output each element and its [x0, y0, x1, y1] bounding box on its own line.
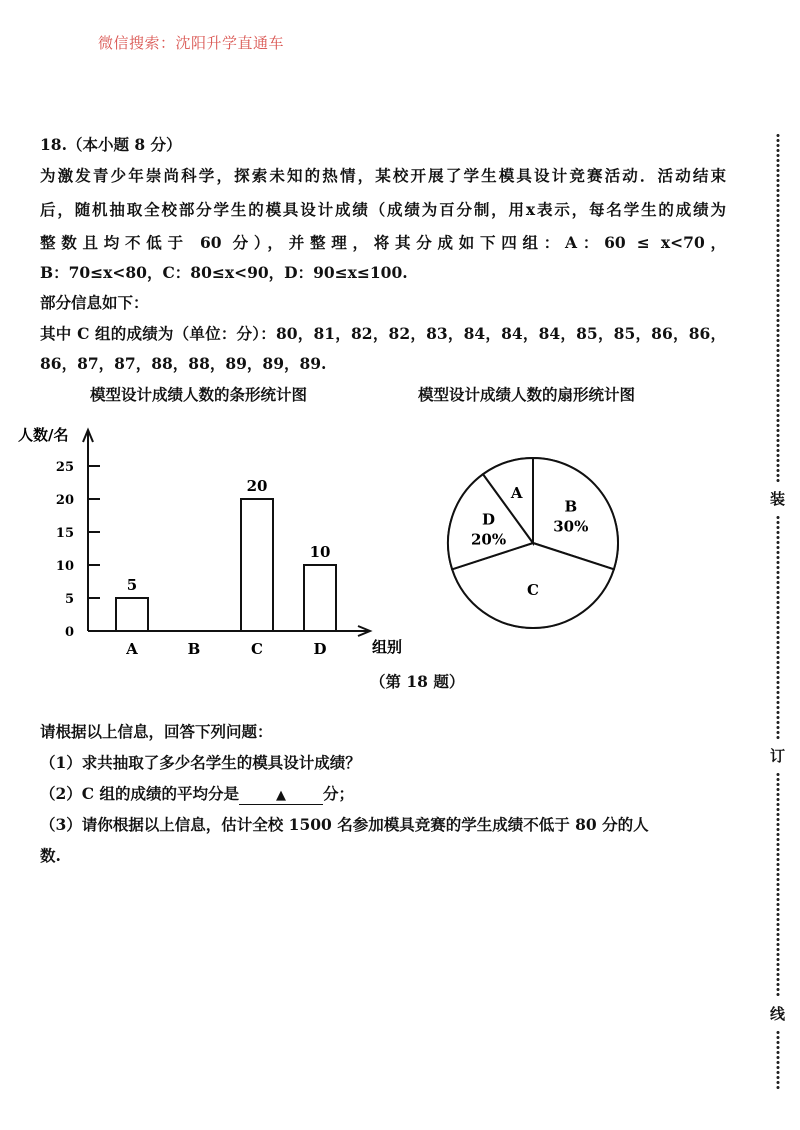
problem-line-7: 86，87，87，88，88，89，89，89.: [40, 354, 327, 373]
question-3-line-2: 数.: [40, 846, 61, 865]
pie-slice-label: A: [510, 483, 523, 502]
question-3-line-1: （3）请你根据以上信息，估计全校 1500 名参加模具竞赛的学生成绩不低于 80 分的人: [40, 815, 649, 834]
binding-dots-middle: [776, 515, 780, 740]
x-tick-label: A: [126, 640, 138, 658]
question-1: （1）求共抽取了多少名学生的模具设计成绩？: [40, 753, 361, 772]
problem-header: 18.（本小题 8 分）: [40, 135, 182, 154]
pie-chart: [440, 440, 640, 640]
bar-data-label: 5: [126, 576, 138, 594]
binding-mark-xian: 线: [770, 1005, 786, 1023]
question-2-text: （2）C 组的成绩的平均分是: [40, 784, 240, 803]
question-2-unit: 分；: [323, 784, 355, 803]
questions-intro: 请根据以上信息，回答下列问题：: [40, 722, 273, 741]
pie-slice-label: C: [527, 580, 539, 599]
pie-chart-title: 模型设计成绩人数的扇形统计图: [418, 385, 636, 404]
y-tick-label: 15: [55, 526, 74, 541]
triangle-icon: ▲: [276, 788, 287, 803]
x-tick-label: B: [187, 640, 201, 658]
binding-dots-lower: [776, 772, 780, 997]
bar: [304, 565, 336, 631]
pie-slice-percent: 30%: [553, 517, 589, 536]
answer-blank[interactable]: [239, 786, 323, 805]
bar: [241, 499, 273, 631]
pie-slice-label: D: [482, 510, 496, 529]
bar-chart: [0, 420, 440, 665]
x-tick-label: D: [313, 640, 327, 658]
binding-mark-ding: 订: [770, 747, 786, 765]
binding-dots-top: [776, 133, 780, 483]
figure-caption: （第 18 题）: [370, 672, 465, 691]
pie-slice-label: B: [564, 497, 578, 516]
problem-line-5: 部分信息如下：: [40, 293, 149, 312]
problem-line-4: B：70≤x<80，C：80≤x<90，D：90≤x≤100.: [40, 263, 408, 282]
question-2: [40, 782, 354, 805]
y-tick-label: 10: [55, 559, 74, 574]
problem-line-3: 整数且均不低于 60 分），并整理，将其分成如下四组：A：60 ≤ x<70，: [40, 233, 726, 252]
x-axis-label: 组别: [372, 638, 403, 656]
y-tick-label: 0: [64, 625, 74, 640]
binding-dots-bottom: [776, 1030, 780, 1090]
binding-mark-zhuang: 装: [770, 490, 786, 508]
watermark: 微信搜索：沈阳升学直通车: [98, 34, 285, 52]
problem-line-2: 后，随机抽取全校部分学生的模具设计成绩（成绩为百分制，用x表示，每名学生的成绩为: [40, 200, 726, 219]
problem-line-6: 其中 C 组的成绩为（单位：分）：80，81，82，82，83，84，84，84，85，85，86，86，: [40, 324, 726, 343]
bar: [116, 598, 148, 631]
bar-data-label: 10: [309, 543, 331, 561]
y-tick-label: 5: [64, 592, 74, 607]
x-tick-label: C: [251, 640, 263, 658]
pie-slice-percent: 20%: [470, 530, 507, 549]
bar-data-label: 20: [246, 477, 268, 495]
y-tick-label: 20: [55, 493, 74, 508]
y-tick-label: 25: [55, 460, 74, 475]
problem-line-1: 为激发青少年崇尚科学，探索未知的热情，某校开展了学生模具设计竞赛活动．活动结束: [40, 166, 726, 185]
y-axis-label: 人数/名: [18, 426, 69, 444]
bar-chart-title: 模型设计成绩人数的条形统计图: [90, 385, 308, 404]
